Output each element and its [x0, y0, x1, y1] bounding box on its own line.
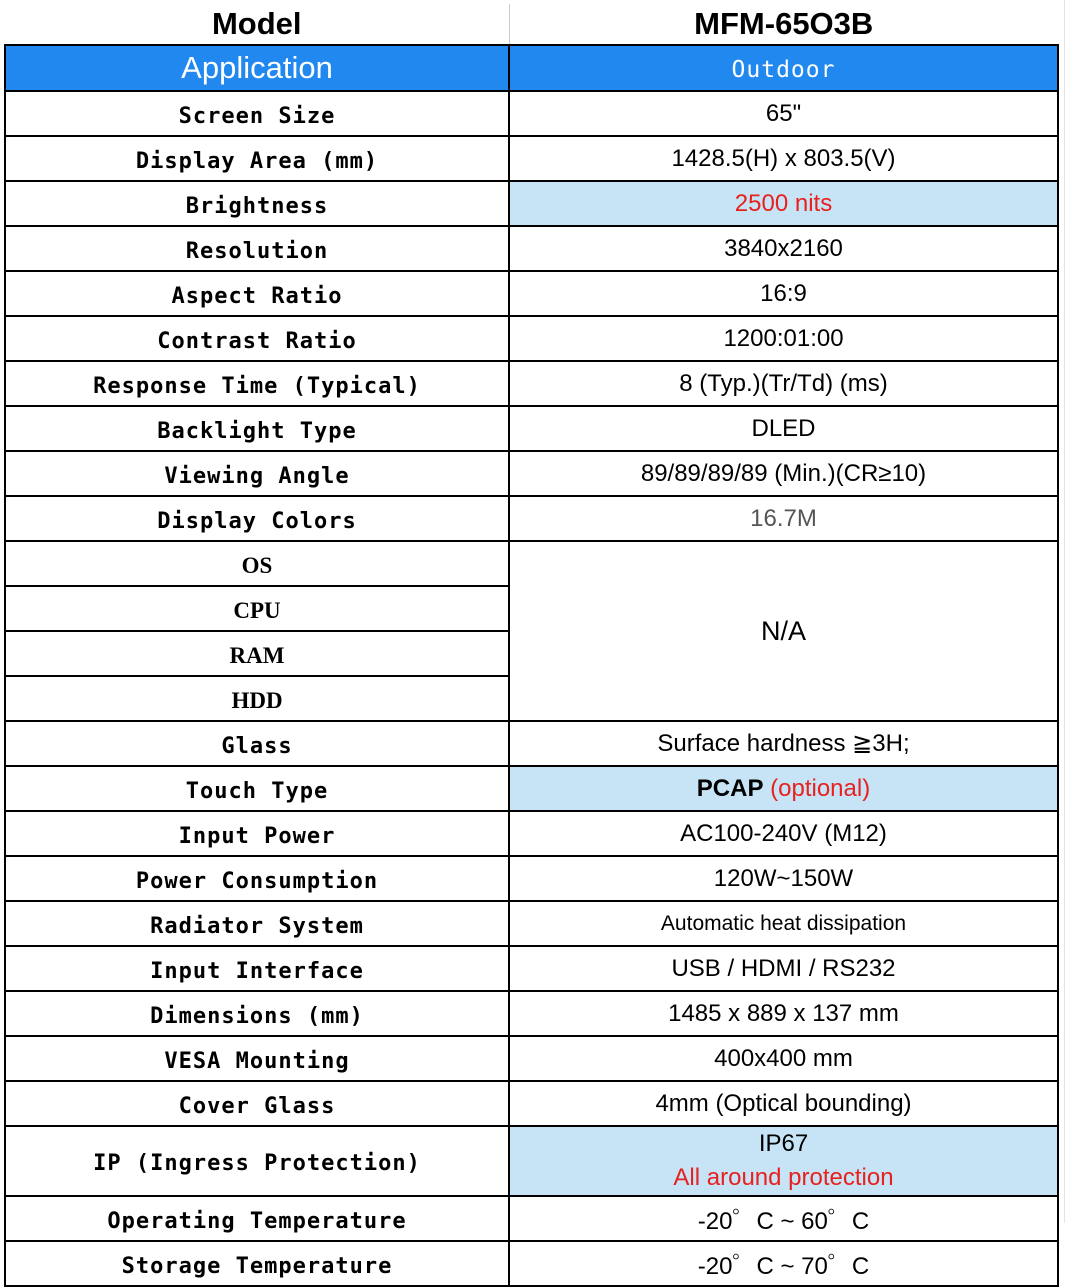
spec-row-ip [5, 1126, 1058, 1196]
model-number: MFM-65O3B [694, 6, 874, 41]
spec-value: -20゜C ~ 60゜C [509, 1196, 1058, 1241]
spec-label: Touch Type [5, 766, 509, 811]
header-label: Model [211, 6, 302, 41]
ip-note: All around protection [673, 1164, 894, 1191]
spec-row-aspect-ratio [5, 271, 1058, 316]
spec-label: Input Power [5, 811, 509, 856]
spec-value: 120W~150W [509, 856, 1058, 901]
spec-label: Contrast Ratio [5, 316, 509, 361]
spec-row-display-colors [5, 496, 1058, 541]
spec-value: DLED [509, 406, 1058, 451]
spec-value: AC100-240V (M12) [509, 811, 1058, 856]
spec-row-viewing-angle [5, 451, 1058, 496]
spec-label: Power Consumption [5, 856, 509, 901]
spec-value: 65" [509, 91, 1058, 136]
spec-label: Brightness [5, 181, 509, 226]
spec-label: VESA Mounting [5, 1036, 509, 1081]
spec-value: 16.7M [509, 496, 1058, 541]
spec-value: Surface hardness ≧3H; [509, 721, 1058, 766]
spec-label: Display Colors [5, 496, 509, 541]
spec-row-backlight-type [5, 406, 1058, 451]
spec-row-input-interface [5, 946, 1058, 991]
spec-row-vesa-mounting [5, 1036, 1058, 1081]
spec-value: -20゜C ~ 70゜C [509, 1241, 1058, 1286]
spec-label: Input Interface [5, 946, 509, 991]
spec-row-radiator-system [5, 901, 1058, 946]
spec-row-glass [5, 721, 1058, 766]
spec-label: IP (Ingress Protection) [5, 1126, 509, 1196]
spec-value: 2500 nits [509, 181, 1058, 226]
spec-label: Aspect Ratio [5, 271, 509, 316]
spec-row-brightness [5, 181, 1058, 226]
merged-value-na: N/A [509, 541, 1058, 721]
spec-value: Automatic heat dissipation [509, 901, 1058, 946]
spec-row-response-time [5, 361, 1058, 406]
spec-value: 400x400 mm [509, 1036, 1058, 1081]
header-label-cell [5, 4, 509, 45]
spec-row-input-power [5, 811, 1058, 856]
spec-label: Glass [5, 721, 509, 766]
header-row [5, 4, 1058, 45]
spec-label: Storage Temperature [5, 1241, 509, 1286]
spec-row-contrast-ratio [5, 316, 1058, 361]
spec-value [509, 766, 1058, 811]
spec-label: Radiator System [5, 901, 509, 946]
spec-row-resolution [5, 226, 1058, 271]
spec-label: Display Area (mm) [5, 136, 509, 181]
spec-value: USB / HDMI / RS232 [509, 946, 1058, 991]
application-label-cell [5, 45, 509, 91]
spec-value: 3840x2160 [509, 226, 1058, 271]
spec-value: 89/89/89/89 (Min.)(CR≥10) [509, 451, 1058, 496]
spec-value: 1428.5(H) x 803.5(V) [509, 136, 1058, 181]
spec-row-display-area [5, 136, 1058, 181]
application-value: Outdoor [509, 45, 1058, 91]
application-row [5, 45, 1058, 91]
spec-value: 16:9 [509, 271, 1058, 316]
spec-row-os [5, 541, 1058, 586]
spec-label: CPU [5, 586, 509, 631]
spec-label: Cover Glass [5, 1081, 509, 1126]
ip-rating: IP67 [758, 1130, 809, 1157]
spec-table [4, 4, 1059, 1287]
touch-type-optional: (optional) [770, 774, 871, 802]
spec-label: OS [5, 541, 509, 586]
spec-label: Resolution [5, 226, 509, 271]
spec-row-storage-temperature [5, 1241, 1058, 1286]
spec-label: RAM [5, 631, 509, 676]
spec-row-dimensions [5, 991, 1058, 1036]
sheet-gridline [1064, 0, 1065, 1223]
spec-label: Screen Size [5, 91, 509, 136]
spec-row-touch-type [5, 766, 1058, 811]
touch-type-main: PCAP [696, 774, 764, 802]
spec-row-power-consumption [5, 856, 1058, 901]
spec-value: 1200:01:00 [509, 316, 1058, 361]
spec-value: 4mm (Optical bounding) [509, 1081, 1058, 1126]
spec-row-operating-temperature [5, 1196, 1058, 1241]
spec-value: 8 (Typ.)(Tr/Td) (ms) [509, 361, 1058, 406]
spec-value-ip [509, 1126, 1058, 1196]
header-value-cell [509, 4, 1058, 45]
spec-label: Operating Temperature [5, 1196, 509, 1241]
spec-row-screen-size [5, 91, 1058, 136]
spec-label: Backlight Type [5, 406, 509, 451]
spec-label: HDD [5, 676, 509, 721]
spec-label: Viewing Angle [5, 451, 509, 496]
spec-label: Dimensions (mm) [5, 991, 509, 1036]
spec-value: 1485 x 889 x 137 mm [509, 991, 1058, 1036]
application-label: Application [181, 50, 333, 85]
spec-label: Response Time (Typical) [5, 361, 509, 406]
spec-row-cover-glass [5, 1081, 1058, 1126]
